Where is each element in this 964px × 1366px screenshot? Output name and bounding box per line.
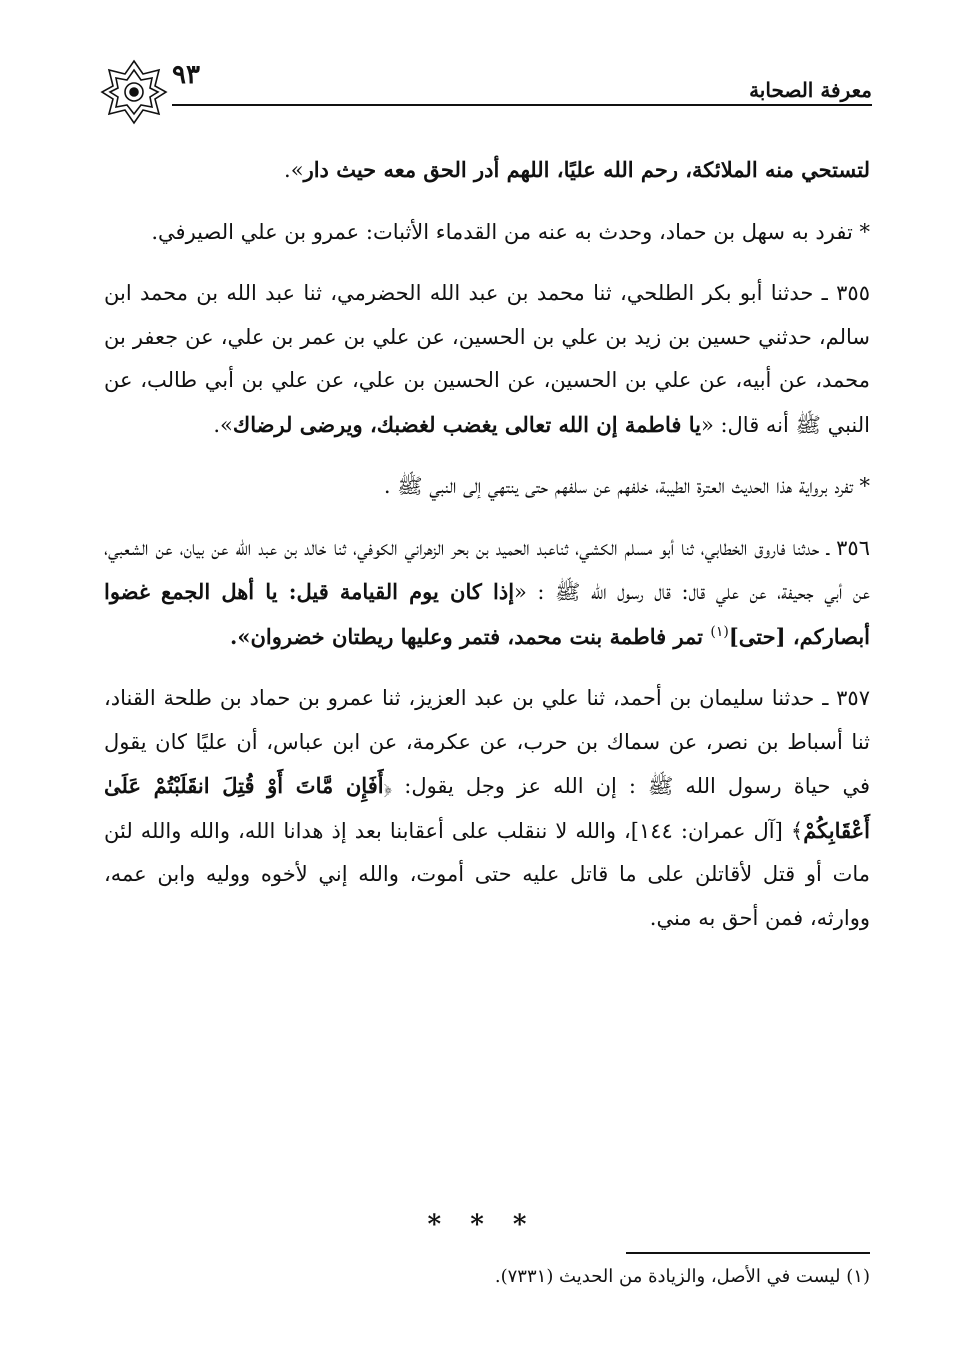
footnote: (١) ليست في الأصل، والزيادة من الحديث (٧٣٣١). <box>494 1266 870 1287</box>
text-run: ». <box>213 412 233 437</box>
header-rule <box>172 104 872 106</box>
hadith-text: لتستحي منه الملائكة، رحم الله عليًا، اللهم أدر الحق معه حيث دار <box>303 157 870 182</box>
page-header <box>100 58 872 106</box>
section-separator: * * * <box>427 1210 537 1240</box>
paragraph-2 <box>104 211 870 255</box>
paragraph-355 <box>104 272 870 447</box>
text-run: * تفرد برواية هذا الحديث العترة الطيبة، خلفهم عن سلفهم حتى ينتهي إلى النبي ﷺ . <box>383 474 870 498</box>
text-run: ٣٥٦ ـ حدثنا فاروق الخطابي، ثنا أبو مسلم الكشي، ثناعبد الحميد بن بحر الزهراني الكوفي، ثنا خالد بن عبد الله عن بيان، عن الشعبي، عن أبي جحيفة، عن علي قال: قال رسول الله ﷺ : « <box>104 535 870 604</box>
hadith-text: إذا كان يوم القيامة قيل: يا أهل الجمع غضوا أبصاركم، [حتى] <box>104 579 870 649</box>
paragraph-1 <box>104 148 870 193</box>
text-run: ». <box>284 158 304 182</box>
footnote-rule <box>626 1252 870 1254</box>
page-number: ٩٣ <box>172 60 200 90</box>
paragraph-4 <box>104 465 870 509</box>
quran-verse: أَفَإِن مَّاتَ أَوْ قُتِلَ انقَلَبْتُمْ عَلَىٰ أَعْقَابِكُمْ <box>104 773 870 843</box>
footnote-marker: (١) <box>710 623 729 640</box>
text-run: ﴾ [آل عمران: ١٤٤]، والله لا ننقلب على أعقابنا بعد إذ هدانا الله، والله والله لئن مات أو قتل لأقاتلن على ما قاتل عليه حتى أموت، والله إني لأخوه ووليه وابن عمه، ووارثه، فمن أحق به مني. <box>104 818 870 930</box>
main-text <box>104 148 870 958</box>
text-run: ٣٥٥ ـ حدثنا أبو بكر الطلحي، ثنا محمد بن عبد الله الحضرمي، ثنا عبد الله بن محمد ابن سالم، حدثني حسين بن زيد بن علي بن الحسين، عن علي بن عمر بن علي، عن جعفر بن محمد، عن أبيه، عن علي بن الحسين، عن الحسين بن علي، عن علي بن أبي طالب، عن النبي ﷺ أنه قال: « <box>104 281 870 437</box>
text-run: * تفرد به سهل بن حماد، وحدث به عنه من القدماء الأثبات: عمرو بن علي الصيرفي. <box>151 219 870 244</box>
paragraph-356 <box>104 527 870 660</box>
text-run: ٣٥٧ ـ حدثنا سليمان بن أحمد، ثنا علي بن عبد العزيز، ثنا عمرو بن حماد بن طلحة القناد، ثنا أسباط بن نصر، عن سماك بن حرب، عن عكرمة، عن ابن عباس، أن عليًا كان يقول في حياة رسول الله ﷺ : إن الله عز وجل يقول: ﴿ <box>104 686 871 798</box>
star-ornament-icon <box>100 58 168 126</box>
paragraph-357 <box>104 677 870 940</box>
hadith-text: تمر فاطمة بنت محمد، فتمر وعليها ريطتان خضروان». <box>230 623 711 649</box>
running-title: معرفة الصحابة <box>749 78 872 102</box>
hadith-text: يا فاطمة إن الله تعالى يغضب لغضبك، ويرضى لرضاك <box>232 411 701 437</box>
